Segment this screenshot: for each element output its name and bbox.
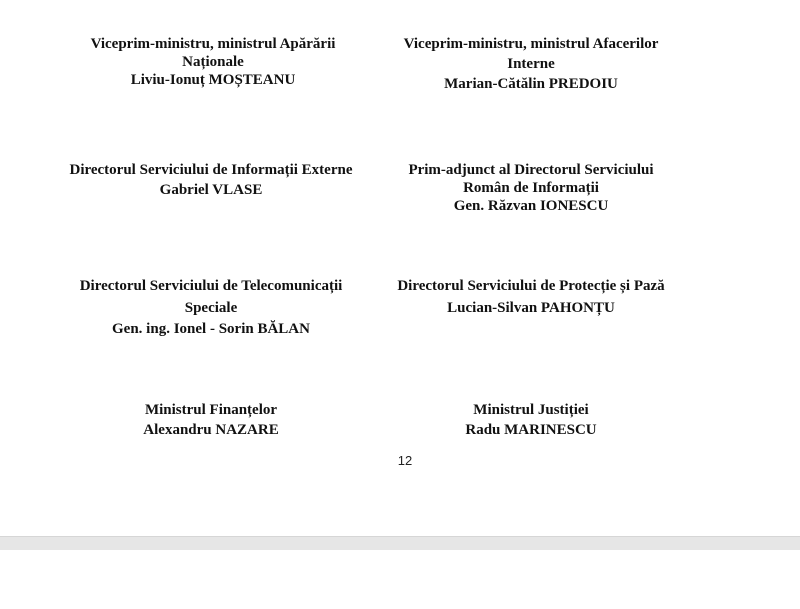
signature-title-line: Ministrul Finanțelor [144, 402, 278, 418]
signature-block-external-intelligence-director [56, 160, 366, 200]
signatory-name: Gabriel VLASE [159, 182, 263, 198]
page-number: 12 [397, 453, 413, 468]
signature-block-defense-minister [60, 35, 366, 89]
signature-title-line: Prim-adjunct al Directorul Serviciului [408, 162, 654, 178]
page-separator [0, 536, 800, 550]
signatory-name: Gen. Răzvan IONESCU [453, 198, 609, 214]
signature-block-justice-minister [380, 400, 682, 440]
signature-title-line: Interne [507, 56, 555, 72]
signature-block-protection-service-director [380, 276, 682, 319]
signature-title-line: Directorul Serviciului de Telecomunicații [79, 278, 343, 294]
signature-title-line: Ministrul Justiției [473, 402, 589, 418]
signature-block-finance-minister [56, 400, 366, 440]
signatory-name: Marian-Cătălin PREDOIU [444, 76, 618, 92]
signatory-name: Gen. ing. Ionel - Sorin BĂLAN [112, 321, 310, 337]
signatory-name: Alexandru NAZARE [143, 422, 279, 438]
signature-title-line: Naționale [182, 54, 244, 70]
signature-title-line: Directorul Serviciului de Informații Externe [69, 162, 353, 178]
signature-title-line: Viceprim-ministru, ministrul Afacerilor [403, 36, 659, 52]
signatory-name: Lucian-Silvan PAHONȚU [447, 299, 615, 316]
next-page-area [0, 550, 800, 609]
signatory-name: Liviu-Ionuț MOȘTEANU [130, 72, 296, 88]
signature-block-sri-deputy-director [380, 161, 682, 215]
signature-title-line: Directorul Serviciului de Protecție și Pază [397, 278, 665, 294]
signature-block-telecom-director [56, 276, 366, 341]
signature-block-interior-minister [380, 34, 682, 94]
signatory-name: Radu MARINESCU [465, 422, 597, 438]
signature-title-line: Român de Informații [463, 180, 599, 196]
signature-title-line: Viceprim-ministru, ministrul Apărării [90, 36, 336, 52]
signature-title-line: Speciale [184, 299, 238, 316]
